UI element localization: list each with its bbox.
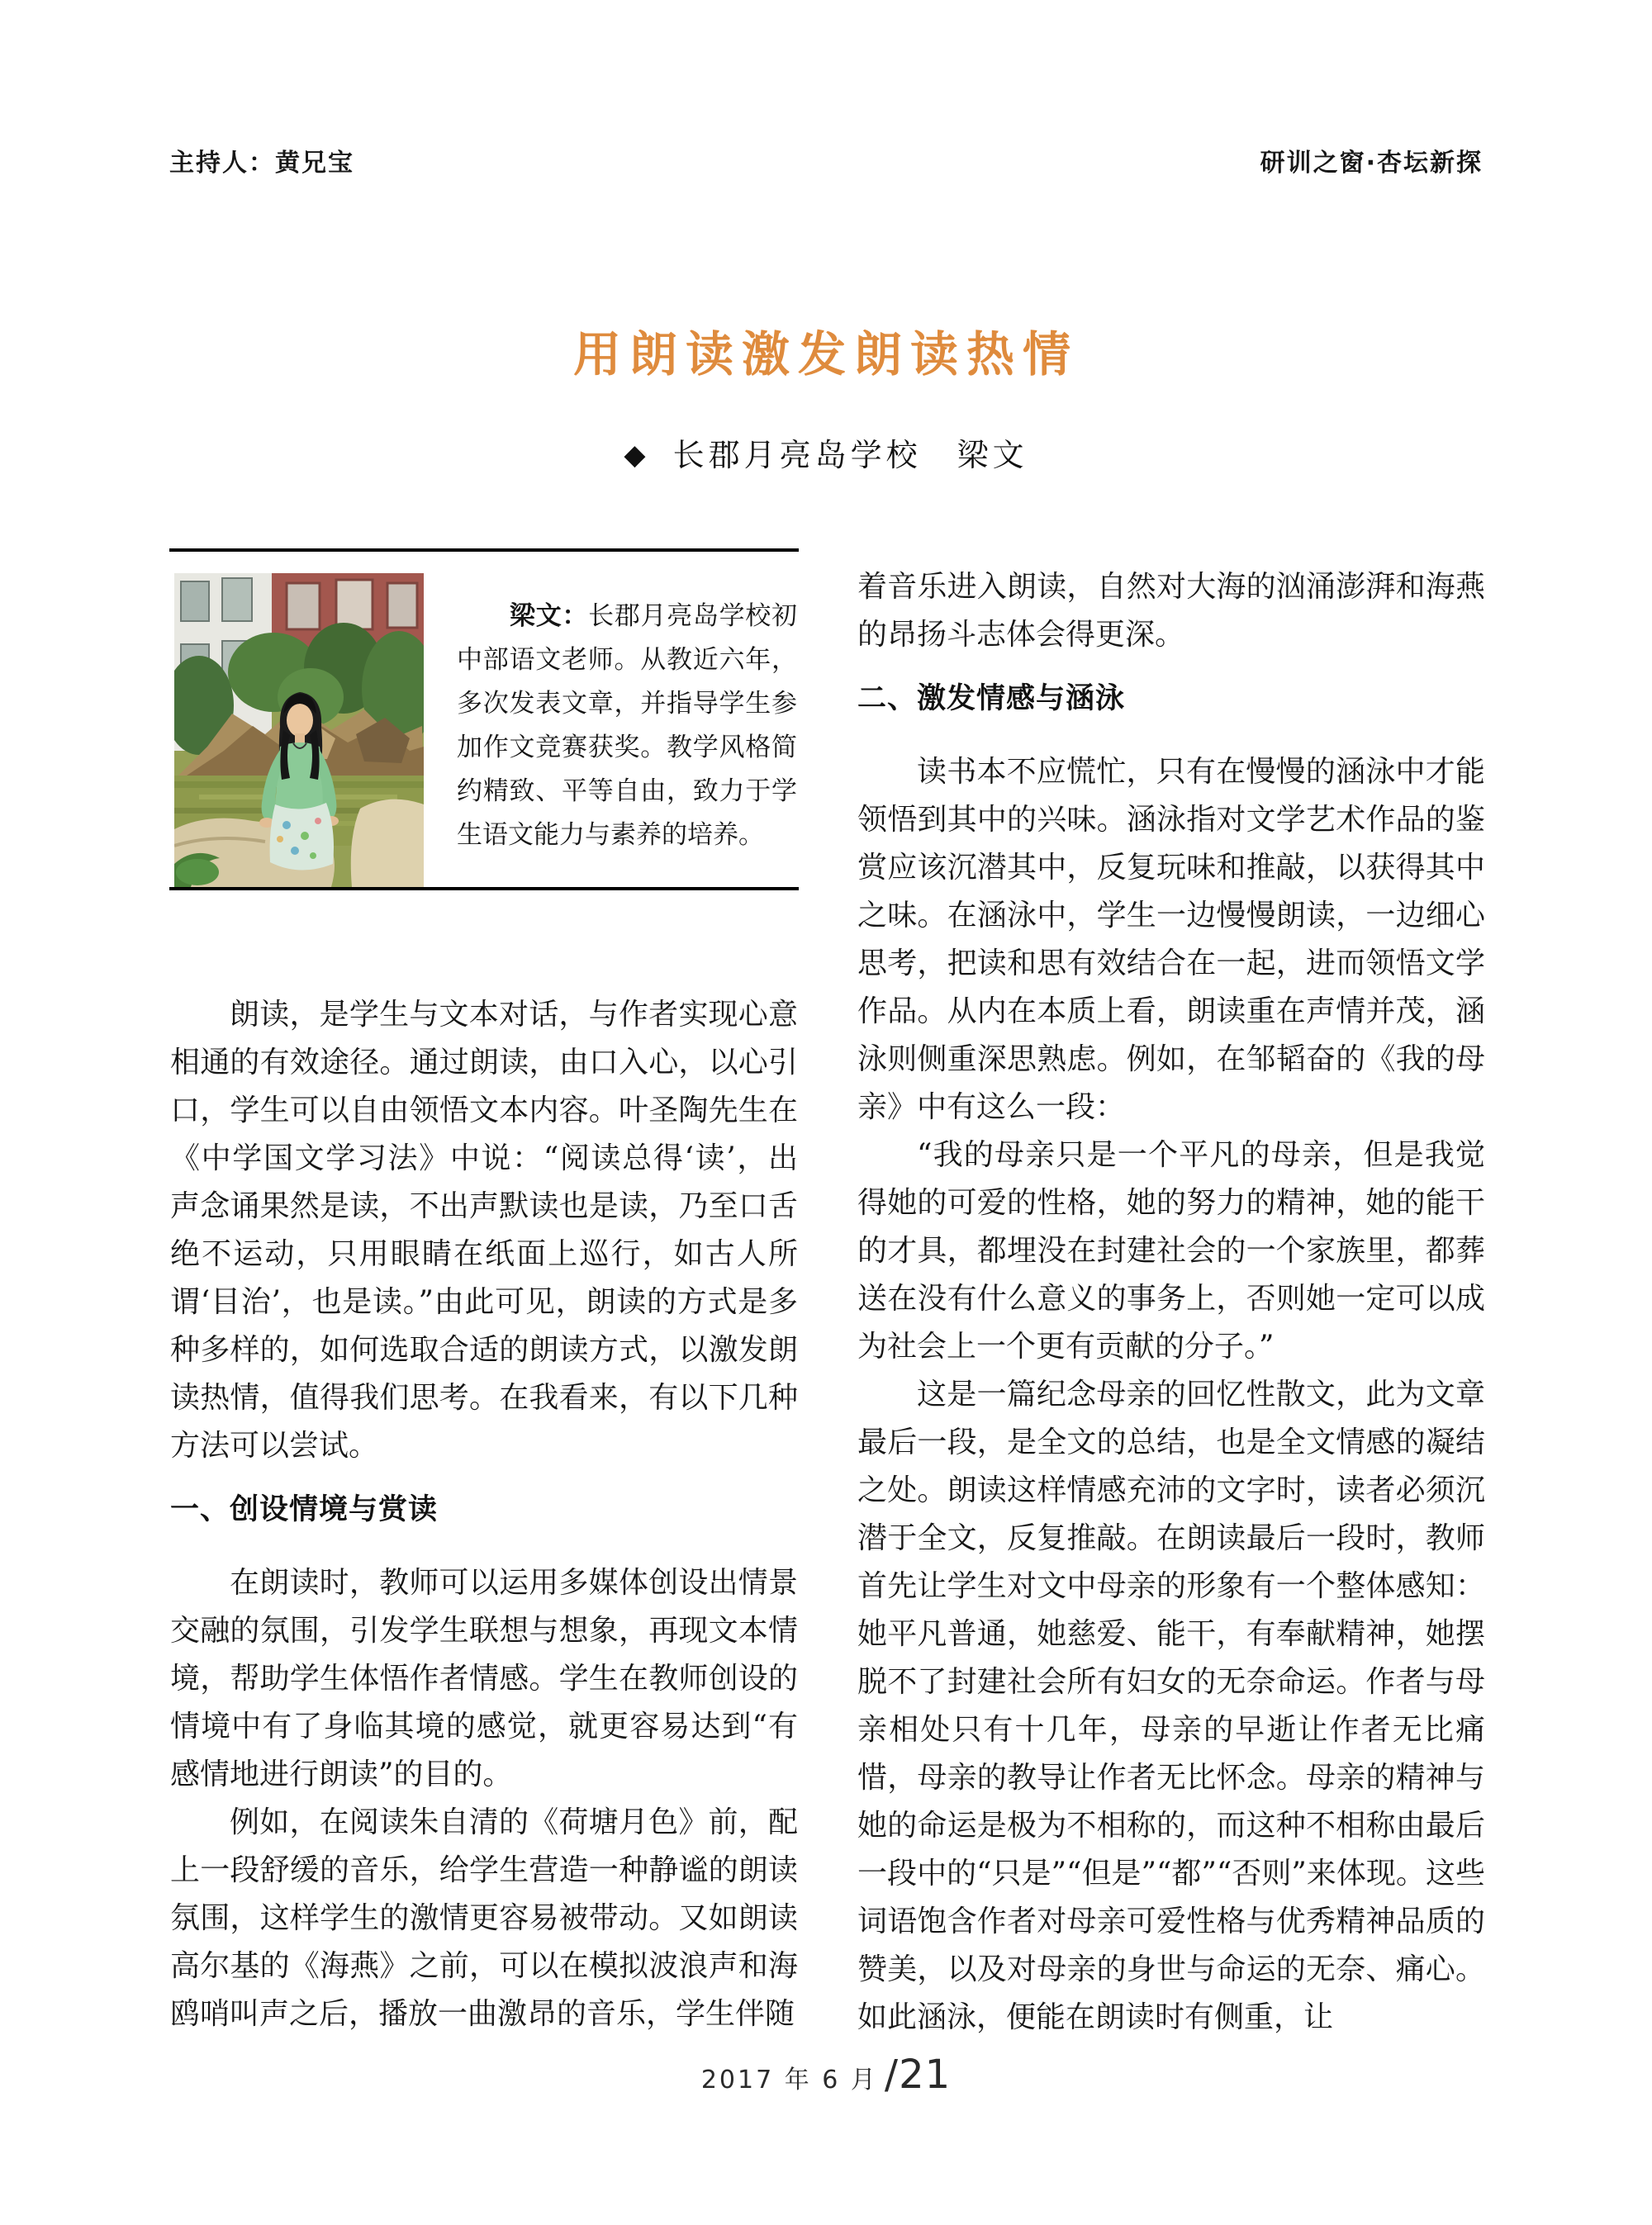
left-paragraph-2: 在朗读时，教师可以运用多媒体创设出情景交融的氛围，引发学生联想与想象，再现文本情境，帮助学生体悟作者情感。学生在教师创设的情境中有了身临其境的感觉，就更容易达到“有感情地进行朗读”的目的。 <box>170 1566 798 1791</box>
diamond-icon: ◆ <box>624 439 650 472</box>
bio-body: 长郡月亮岛学校初中部语文老师。从教近六年，多次发表文章，并指导学生参加作文竞赛获奖。教学风格简约精致、平等自由，致力于学生语文能力与素养的培养。 <box>457 601 798 850</box>
footer-date: 2017 年 6 月 <box>700 2066 878 2095</box>
bio-author-name: 梁文： <box>510 601 589 631</box>
header-host-label: 主持人：黄兄宝 <box>169 149 354 178</box>
right-column <box>857 563 1485 2043</box>
author-bio-box <box>169 548 799 890</box>
author-photo <box>174 573 424 887</box>
section-heading-2: 二、激发情感与涵泳 <box>857 682 1126 715</box>
photo-illustration <box>174 573 424 887</box>
right-paragraph-1: 读书本不应慌忙，只有在慢慢的涵泳中才能领悟到其中的兴味。涵泳指对文学艺术作品的鉴赏应该沉潜其中，反复玩味和推敲，以获得其中之味。在涵泳中，学生一边慢慢朗读，一边细心思考，把读和思有效结合在一起，进而领悟文学作品。从内在本质上看，朗读重在声情并茂，涵泳则侧重深思熟虑。例如，在邹韬奋的《我的母亲》中有这么一段： <box>857 755 1485 1124</box>
header-column-label: 研训之窗·杏坛新探 <box>1260 149 1483 178</box>
page-header <box>169 142 1483 178</box>
right-paragraph-continuation: 着音乐进入朗读，自然对大海的汹涌澎湃和海燕的昂扬斗志体会得更深。 <box>857 570 1485 652</box>
right-paragraph-2: 这是一篇纪念母亲的回忆性散文，此为文章最后一段，是全文的总结，也是全文情感的凝结之处。朗读这样情感充沛的文字时，读者必须沉潜于全文，反复推敲。在朗读最后一段时，教师首先让学生对文中母亲的形象有一个整体感知：她平凡普通，她慈爱、能干，有奉献精神，她摆脱不了封建社会所有妇女的无奈命运。作者与母亲相处只有十几年，母亲的早逝让作者无比痛惜，母亲的教导让作者无比怀念。母亲的精神与她的命运是极为不相称的，而这种不相称由最后一段中的“只是”“但是”“都”“否则”来体现。这些词语饱含作者对母亲可爱性格与优秀精神品质的赞美，以及对母亲的身世与命运的无奈、痛心。如此涵泳，便能在朗读时有侧重，让 <box>857 1378 1485 2034</box>
article-title: 用朗读激发朗读热情 <box>572 326 1079 382</box>
left-column <box>170 991 798 2040</box>
left-paragraph-3: 例如，在阅读朱自清的《荷塘月色》前，配上一段舒缓的音乐，给学生营造一种静谧的朗读氛围，这样学生的激情更容易被带动。又如朗读高尔基的《海燕》之前，可以在模拟波浪声和海鸥哨叫声之后，播放一曲激昂的音乐，学生伴随 <box>170 1805 798 2031</box>
right-quote-paragraph: “我的母亲只是一个平凡的母亲，但是我觉得她的可爱的性格，她的努力的精神，她的能干的才具，都埋没在封建社会的一个家族里，都葬送在没有什么意义的事务上，否则她一定可以成为社会上一个更有贡献的分子。” <box>857 1138 1485 1364</box>
author-name: 长郡月亮岛学校 梁文 <box>672 437 1028 473</box>
section-heading-1: 一、创设情境与赏读 <box>170 1493 439 1526</box>
page-footer <box>0 2052 1652 2098</box>
author-line <box>0 429 1652 475</box>
footer-page-number: /21 <box>884 2052 952 2098</box>
author-bio-text <box>457 595 797 857</box>
left-paragraph-1: 朗读，是学生与文本对话，与作者实现心意相通的有效途径。通过朗读，由口入心，以心引口，学生可以自由领悟文本内容。叶圣陶先生在《中学国文学习法》中说：“阅读总得‘读’，出声念诵果然是读，不出声默读也是读，乃至口舌绝不运动，只用眼睛在纸面上巡行，如古人所谓‘目治’，也是读。”由此可见，朗读的方式是多种多样的，如何选取合适的朗读方式，以激发朗读热情，值得我们思考。在我看来，有以下几种方法可以尝试。 <box>170 998 798 1463</box>
